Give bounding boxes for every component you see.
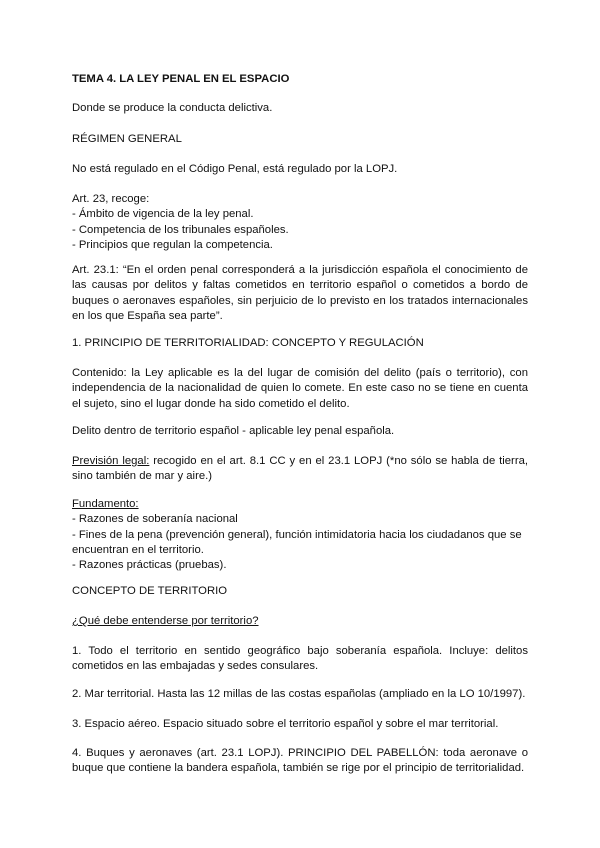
intro-text: Donde se produce la conducta delictiva. — [72, 102, 273, 114]
point-item: 1. Todo el territorio en sentido geográfico bajo soberanía española. Incluye: delitos cometidos en las embajadas y sedes consulares. — [72, 645, 528, 673]
art231-quote: Art. 23.1: “En el orden penal corresponderá a la jurisdicción española el conocimiento de las causas por delitos y faltas cometidos en territorio español o cometidos a bordo de buques o aeronaves españoles, sin perjuicio de lo previsto en los tratados internacionales en los que España sea parte”. — [72, 264, 528, 322]
prevision-text: recogido en el art. 8.1 CC y en el 23.1 LOPJ (*no sólo se habla de tierra, sino también de mar y aire.) — [72, 455, 529, 483]
contenido-paragraph: Contenido: la Ley aplicable es la del lugar de comisión del delito (país o territorio), con independencia de la nacionalidad de quien lo comete. En este caso no se tiene en cuenta el sujeto, sino el lugar donde ha sido cometido el delito. — [72, 367, 528, 410]
question-heading: ¿Qué debe entenderse por territorio? — [72, 615, 259, 627]
list-item: - Ámbito de vigencia de la ley penal. — [72, 208, 254, 221]
delito-text: Delito dentro de territorio español - aplicable ley penal española. — [72, 425, 395, 437]
list-item: - Razones prácticas (pruebas). — [72, 559, 227, 572]
fundamento-label: Fundamento: — [72, 498, 139, 510]
section-general-heading: RÉGIMEN GENERAL — [72, 133, 182, 145]
point-item: 4. Buques y aeronaves (art. 23.1 LOPJ). PRINCIPIO DEL PABELLÓN: toda aeronave o buque que contiene la bandera española, también se rige por el principio de territorialidad. — [72, 747, 528, 775]
regulation-text: No está regulado en el Código Penal, está regulado por la LOPJ. — [72, 163, 398, 175]
prevision-paragraph — [72, 454, 528, 485]
list-item: - Competencia de los tribunales españoles. — [72, 223, 289, 236]
list-item: - Principios que regulan la competencia. — [72, 238, 273, 251]
list-item: - Razones de soberanía nacional — [72, 513, 238, 526]
art23-block — [72, 192, 528, 253]
fundamento-block — [72, 497, 528, 573]
art23-heading: Art. 23, recoge: — [72, 193, 150, 205]
point-item: 3. Espacio aéreo. Espacio situado sobre el territorio español y sobre el mar territorial. — [72, 718, 499, 730]
list-item: - Fines de la pena (prevención general), función intimidatoria hacia los ciudadanos que se encuentran en el territorio. — [72, 528, 522, 556]
section-1-heading: 1. PRINCIPIO DE TERRITORIALIDAD: CONCEPTO Y REGULACIÓN — [72, 337, 424, 349]
point-item: 2. Mar territorial. Hasta las 12 millas de las costas españolas (ampliado en la LO 10/1997). — [72, 688, 526, 700]
section-territorio-heading: CONCEPTO DE TERRITORIO — [72, 585, 228, 597]
document-title: TEMA 4. LA LEY PENAL EN EL ESPACIO — [72, 73, 290, 85]
prevision-label: Previsión legal: — [72, 455, 150, 467]
